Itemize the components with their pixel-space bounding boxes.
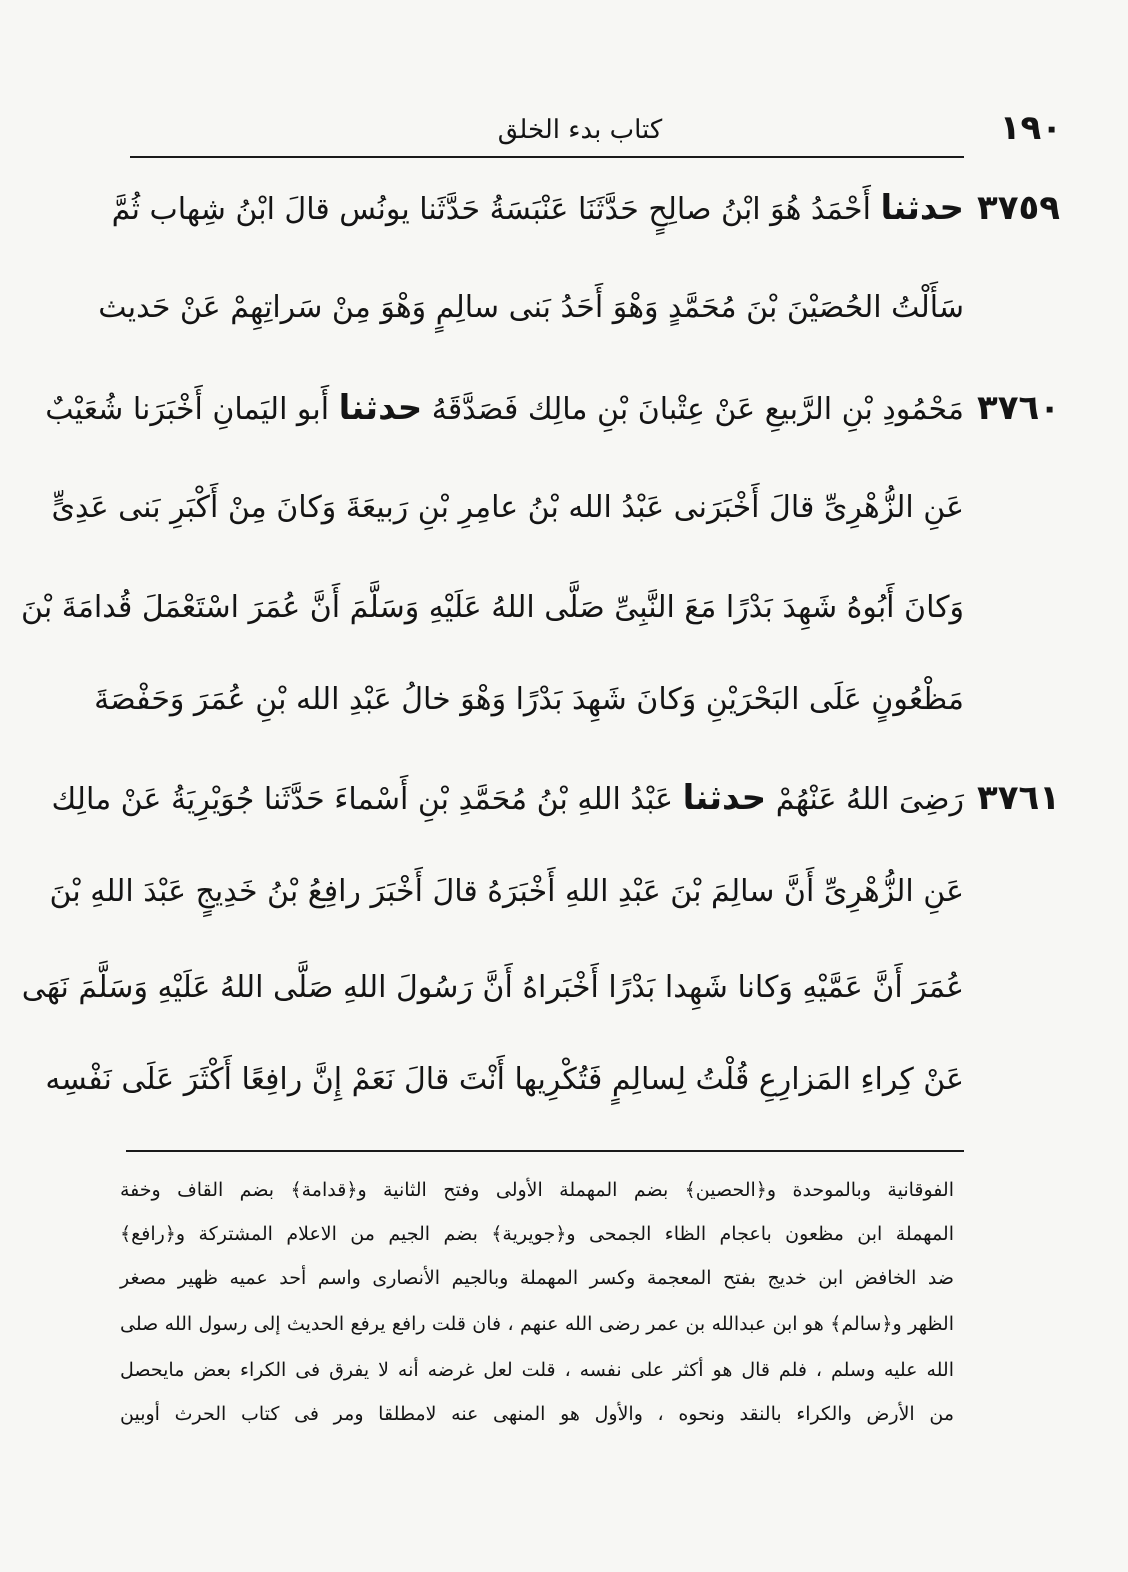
footnote-line: الله عليه وسلم ، فلم قال هو أكثر على نفسه ، قلت لعل غرضه أنه لا يفرق فى الكراء بعض مايحصل xyxy=(120,1359,954,1381)
hadith-number: ٣٧٦٠ xyxy=(976,388,1060,428)
text-segment: مَحْمُودِ بْنِ الرَّبيعِ عَنْ عِتْبانَ بْنِ مالِك فَصَدَّقَهُ xyxy=(422,392,964,427)
text-segment: عَبْدُ اللهِ بْنُ مُحَمَّدِ بْنِ أَسْماءَ حَدَّثَنا جُوَيْرِيَةُ عَنْ مالِك xyxy=(51,782,683,817)
text-segment: عَنْ كِراءِ المَزارِعِ قُلْتُ لِسالِمٍ فَتُكْرِيها أَنْتَ قالَ نَعَمْ إِنَّ رافِعًا أَكْثَرَ عَلَى نَفْسِه xyxy=(45,1062,964,1097)
footnote-line: المهملة ابن مظعون باعجام الظاء الجمحى و﴿جويرية﴾ بضم الجيم من الاعلام المشتركة و﴿رافع﴾ xyxy=(120,1223,954,1245)
text-segment: عُمَرَ أَنَّ عَمَّيْهِ وَكانا شَهِدا بَدْرًا أَخْبَراهُ أَنَّ رَسُولَ اللهِ صَلَّى اللهُ عَلَيْهِ وَسَلَّمَ نَهَى xyxy=(21,970,964,1005)
text-line xyxy=(45,1050,964,1110)
haddathana-keyword: حدثنا xyxy=(682,778,767,818)
text-segment: رَضِىَ اللهُ عَنْهُمْ xyxy=(766,782,964,817)
footnote-line: ضد الخافض ابن خديج بفتح المعجمة وكسر المهملة وبالجيم الأنصارى واسم أحد عميه ظهير مصغر xyxy=(120,1267,954,1289)
text-line xyxy=(49,862,964,922)
text-segment: عَنِ الزُّهْرِىِّ قالَ أَخْبَرَنى عَبْدُ الله بْنُ عامِرِ بْنِ رَبيعَةَ وَكانَ مِنْ أَكْبَرِ بَنى عَدِىٍّ xyxy=(51,490,964,525)
text-segment: أَبو اليَمانِ أَخْبَرَنا شُعَيْبٌ xyxy=(45,392,339,427)
footnote-line: الفوقانية وبالموحدة و﴿الحصين﴾ بضم المهملة الأولى وفتح الثانية و﴿قدامة﴾ بضم القاف وخفة xyxy=(120,1179,954,1201)
text-line xyxy=(21,578,964,638)
text-line xyxy=(94,670,964,730)
footnote-line: الظهر و﴿سالم﴾ هو ابن عبدالله بن عمر رضى الله عنهم ، فان قلت رافع يرفع الحديث إلى رسول الله صلى xyxy=(120,1313,954,1335)
footnote-line: من الأرض والكراء بالنقد ونحوه ، والأول هو المنهى عنه لامطلقا ومر فى كتاب الحرث أوبين xyxy=(120,1403,954,1425)
text-segment: وَكانَ أَبُوهُ شَهِدَ بَدْرًا مَعَ النَّبِىِّ صَلَّى اللهُ عَلَيْهِ وَسَلَّمَ أَنَّ عُمَرَ اسْتَعْمَلَ قُدامَةَ بْنَ xyxy=(21,590,964,625)
text-line xyxy=(51,478,964,538)
hadith-number: ٣٧٦١ xyxy=(976,778,1060,818)
text-line xyxy=(21,958,964,1018)
hadith-number: ٣٧٥٩ xyxy=(976,188,1060,228)
text-line xyxy=(45,378,964,438)
text-line xyxy=(51,768,964,828)
text-line xyxy=(111,178,964,238)
footnote-rule xyxy=(126,1150,964,1152)
text-segment: أَحْمَدُ هُوَ ابْنُ صالِحٍ حَدَّثَنَا عَنْبَسَةُ حَدَّثَنا يونُس قالَ ابْنُ شِهاب ثُمَّ xyxy=(111,192,881,227)
text-line xyxy=(98,278,964,338)
haddathana-keyword: حدثنا xyxy=(338,388,423,428)
text-segment: عَنِ الزُّهْرِىِّ أَنَّ سالِمَ بْنَ عَبْدِ اللهِ أَخْبَرَهُ قالَ أَخْبَرَ رافِعُ بْنُ خَدِيجٍ عَبْدَ اللهِ بْنَ xyxy=(49,874,964,909)
text-segment: مَظْعُونٍ عَلَى البَحْرَيْنِ وَكانَ شَهِدَ بَدْرًا وَهْوَ خالُ عَبْدِ الله بْنِ عُمَرَ وَحَفْصَةَ xyxy=(94,682,964,717)
text-segment: سَأَلْتُ الحُصَيْنَ بْنَ مُحَمَّدٍ وَهْوَ أَحَدُ بَنى سالِمٍ وَهْوَ مِنْ سَراتِهِمْ عَنْ حَديث xyxy=(98,290,964,325)
haddathana-keyword: حدثنا xyxy=(880,188,964,228)
page-number: ١٩٠ xyxy=(999,108,1062,148)
header-rule xyxy=(130,156,964,158)
running-title: كتاب بدء الخلق xyxy=(497,115,663,145)
